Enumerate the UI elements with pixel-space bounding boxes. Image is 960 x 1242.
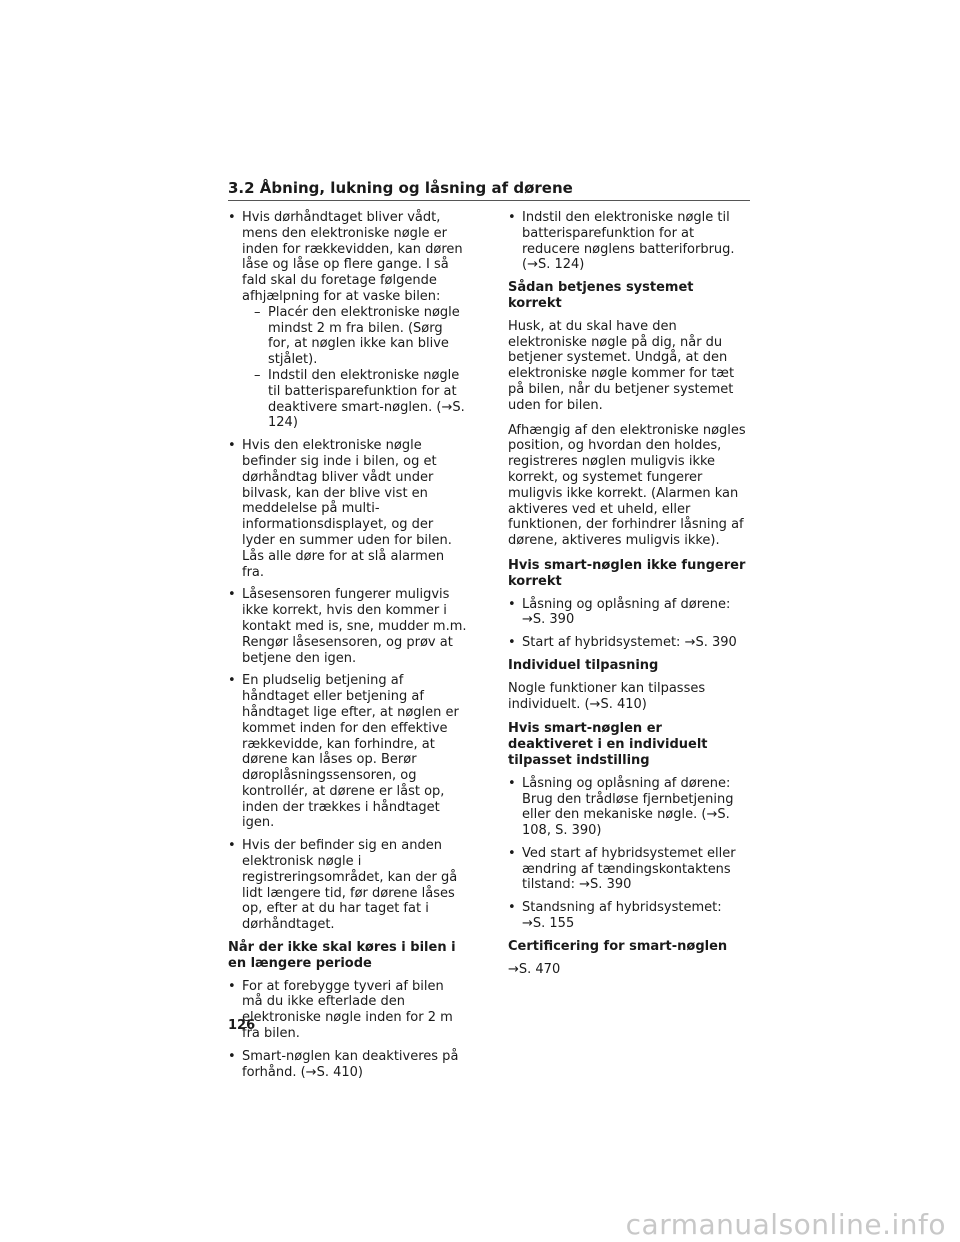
list-item xyxy=(228,673,468,831)
bullet-dot: • xyxy=(508,845,516,861)
list-item xyxy=(228,587,468,666)
list-item-text: Standsning af hybridsystemet: →S. 155 xyxy=(522,900,722,932)
list-item xyxy=(508,597,748,629)
list-item xyxy=(508,846,748,893)
bullet-dot: • xyxy=(508,210,516,225)
sub-list-item xyxy=(242,368,468,431)
list-item xyxy=(228,1049,468,1081)
list-item-text: Indstil den elektroniske nøgle til batterisparefunktion for at reducere nøglens batteriforbrug. (→S. 124) xyxy=(522,210,735,273)
bullet-dot: • xyxy=(508,775,516,791)
section-title: 3.2 Åbning, lukning og låsning af dørene xyxy=(228,178,750,201)
list-item-text: En pludselig betjening af håndtaget eller betjening af håndtaget lige efter, at nøglen er kommet inden for den effektive rækkevidde, kan forhindre, at dørene kan låses op. Berør døroplåsningssensoren, og kontrollér, at dørene er låst op, inden der trækkes i håndtaget igen. xyxy=(242,673,459,831)
paragraph: →S. 470 xyxy=(508,961,561,977)
list-item-text: Låsning og oplåsning af dørene: Brug den trådløse fjernbetjening eller den mekaniske nøgle. (→S. 108, S. 390) xyxy=(522,775,734,839)
bullet-dot: • xyxy=(508,900,516,916)
sub-list-item-text: Indstil den elektroniske nøgle til batterisparefunktion for at deaktivere smart-nøglen. (→S. 124) xyxy=(268,367,465,431)
bullet-dot: • xyxy=(508,596,516,612)
page-number: 126 xyxy=(228,1018,256,1033)
list-item xyxy=(228,210,468,431)
list-item-text: Hvis dørhåndtaget bliver vådt, mens den elektroniske nøgle er inden for rækkevidden, kan døren låse og låse op flere gange. I så fald skal du foretage følgende afhjælpning for at vaske bilen: xyxy=(242,210,463,304)
subheading: Hvis smart-nøglen er deaktiveret i en individuelt tilpasset indstilling xyxy=(508,721,708,768)
bullet-dot: • xyxy=(228,838,236,854)
list-item-text: Smart-nøglen kan deaktiveres på forhånd. (→S. 410) xyxy=(242,1048,459,1080)
list-item-text: Ved start af hybridsystemet eller ændring af tændingskontaktens tilstand: →S. 390 xyxy=(522,845,736,893)
right-column xyxy=(508,210,748,986)
bullet-dot: • xyxy=(228,438,236,454)
list-item xyxy=(508,776,748,839)
list-item-text: Låsesensoren fungerer muligvis ikke korrekt, hvis den kommer i kontakt med is, sne, mudder m.m. Rengør låsesensoren, og prøv at betjene den igen. xyxy=(242,587,467,666)
list-item-text: Hvis den elektroniske nøgle befinder sig inde i bilen, og et dørhåndtag bliver vådt under bilvask, kan der blive vist en meddelelse på multi-informationsdisplayet, og der lyder en summer uden for bilen. Lås alle døre for at slå alarmen fra. xyxy=(242,438,452,580)
bullet-dot: • xyxy=(228,587,236,603)
list-item xyxy=(228,838,468,933)
paragraph: Nogle funktioner kan tilpasses individuelt. (→S. 410) xyxy=(508,680,706,712)
subheading: Når der ikke skal køres i bilen i en længere periode xyxy=(228,940,456,971)
list-item-text: For at forebygge tyveri af bilen må du ikke efterlade den elektroniske nøgle inden for 2 m fra bilen. xyxy=(242,978,453,1042)
sub-list-item xyxy=(242,305,468,368)
bullet-dot: • xyxy=(228,978,236,994)
bullet-dot: • xyxy=(508,635,516,651)
list-item-text: Hvis der befinder sig en anden elektronisk nøgle i registreringsområdet, kan der gå lidt længere tid, før dørene låses op, efter at du har taget fat i dørhåndtaget. xyxy=(242,838,458,933)
subheading: Certificering for smart-nøglen xyxy=(508,938,728,954)
paragraph: Husk, at du skal have den elektroniske nøgle på dig, når du betjener systemet. Undgå, at den elektroniske nøgle kommer for tæt på bilen, når du betjener systemet uden for bilen. xyxy=(508,318,735,413)
list-item xyxy=(508,210,748,273)
bullet-dot: • xyxy=(228,673,236,689)
list-item-text: Låsning og oplåsning af dørene: →S. 390 xyxy=(522,596,731,628)
watermark: carmanualsonline.info xyxy=(625,1208,946,1241)
list-item xyxy=(228,979,468,1042)
left-column xyxy=(228,210,468,1087)
list-item xyxy=(228,438,468,580)
subheading: Hvis smart-nøglen ikke fungerer korrekt xyxy=(508,557,746,589)
sub-list-item-text: Placér den elektroniske nøgle mindst 2 m fra bilen. (Sørg for, at nøglen ikke kan blive stjålet). xyxy=(268,304,460,368)
bullet-dot: • xyxy=(228,210,236,225)
subheading: Individuel tilpasning xyxy=(508,657,659,673)
list-item xyxy=(508,635,748,651)
bullet-dot: • xyxy=(228,1048,236,1064)
dash-marker: – xyxy=(254,367,261,383)
list-item xyxy=(508,900,748,932)
dash-marker: – xyxy=(254,304,261,320)
list-item-text: Start af hybridsystemet: →S. 390 xyxy=(522,635,737,651)
subheading: Sådan betjenes systemet korrekt xyxy=(508,280,694,311)
paragraph: Afhængig af den elektroniske nøgles position, og hvordan den holdes, registreres nøglen muligvis ikke korrekt, og systemet fungerer muligvis ikke korrekt. (Alarmen kan aktiveres ved et uheld, eller funktionen, der forhindrer låsning af dørene, aktiveres muligvis ikke). xyxy=(508,422,746,549)
